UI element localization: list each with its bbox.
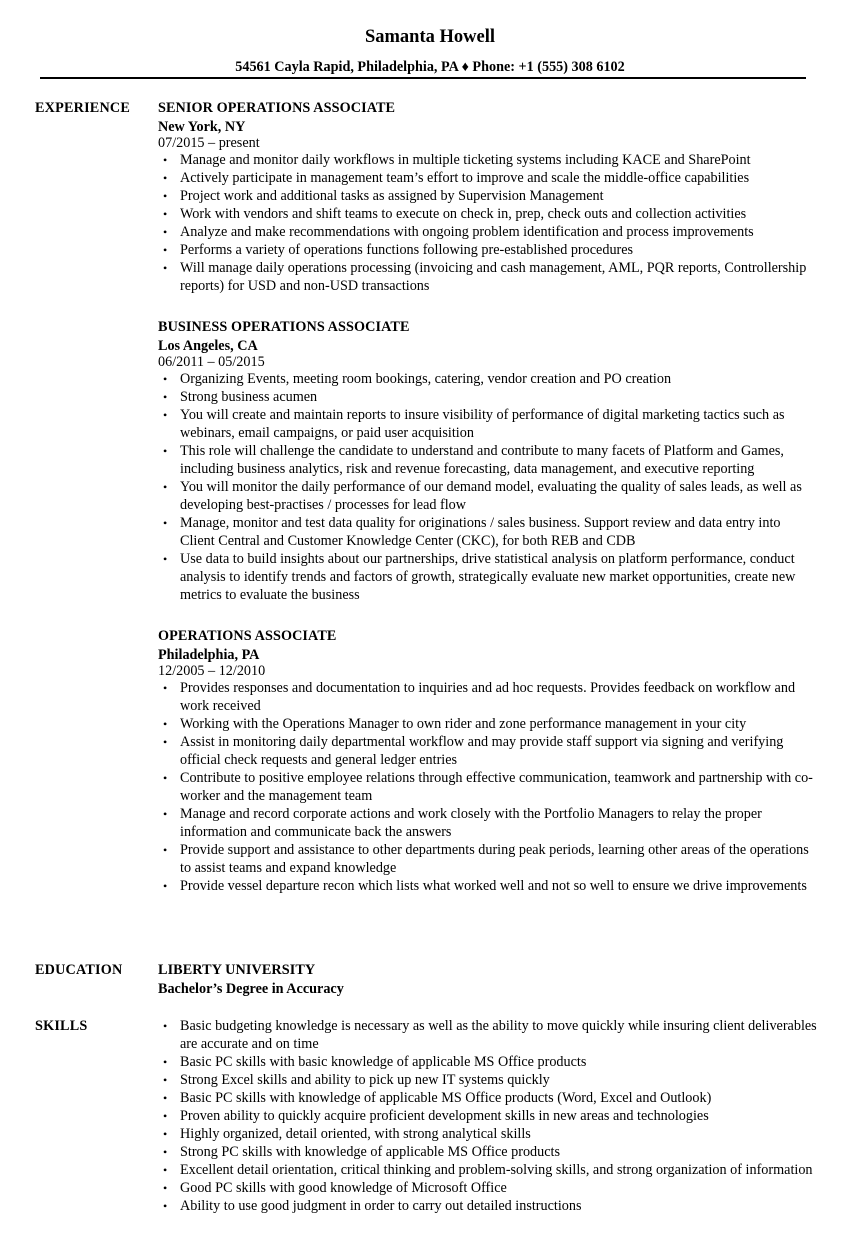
list-item [158,478,818,514]
bullet-icon: • [163,807,168,821]
bullet-icon: • [163,717,168,731]
bullet-icon: • [163,408,168,422]
bullet-text: Basic budgeting knowledge is necessary as well as the ability to move quickly while insuring client deliverables are accurate and on time [180,1018,817,1052]
job-dates: 12/2005 – 12/2010 [158,663,266,679]
bullet-text: Provide vessel departure recon which lists what worked well and not so well to ensure we drive improvements [180,878,807,894]
bullet-text: Basic PC skills with basic knowledge of applicable MS Office products [180,1054,587,1070]
job-dates: 06/2011 – 05/2015 [158,354,265,370]
list-item [158,151,818,169]
job-entry [158,318,818,604]
list-item [158,877,818,895]
job-entry [158,627,818,895]
list-item [158,769,818,805]
list-item [158,1071,818,1089]
list-item [158,679,818,715]
list-item [158,259,818,295]
bullet-text: You will create and maintain reports to insure visibility of performance of digital marketing tactics such as webinars, email campaigns, or paid user acquisition [180,407,785,441]
bullet-text: Basic PC skills with knowledge of applicable MS Office products (Word, Excel and Outlook) [180,1090,712,1106]
bullet-icon: • [163,153,168,167]
candidate-name: Samanta Howell [364,27,495,47]
bullet-text: Strong PC skills with knowledge of applicable MS Office products [180,1144,561,1160]
list-item [158,1161,818,1179]
job-title: SENIOR OPERATIONS ASSOCIATE [158,100,396,116]
bullet-icon: • [163,1181,168,1195]
bullet-icon: • [163,1073,168,1087]
bullet-icon: • [163,1199,168,1213]
job-bullets [158,370,818,604]
bullet-text: Highly organized, detail oriented, with strong analytical skills [180,1126,531,1142]
bullet-icon: • [163,225,168,239]
degree: Bachelor’s Degree in Accuracy [158,981,344,997]
bullet-text: This role will challenge the candidate to understand and contribute to many facets of Platform and Games, including business analytics, risk and revenue forecasting, data management, and executive reporting [180,443,784,477]
bullet-text: Manage and record corporate actions and work closely with the Portfolio Managers to relay the proper information and communicate back the answers [180,806,762,840]
bullet-icon: • [163,552,168,566]
section-title-education: EDUCATION [35,962,123,978]
list-item [158,370,818,388]
skills-bullets [158,1017,818,1215]
job-title: OPERATIONS ASSOCIATE [158,628,337,644]
list-item [158,841,818,877]
list-item [158,223,818,241]
list-item [158,1053,818,1071]
bullet-icon: • [163,390,168,404]
job-bullets [158,679,818,895]
bullet-text: Proven ability to quickly acquire proficient development skills in new areas and technologies [180,1108,709,1124]
bullet-icon: • [163,171,168,185]
bullet-icon: • [163,516,168,530]
bullet-icon: • [163,207,168,221]
list-item [158,442,818,478]
list-item [158,1089,818,1107]
list-item [158,1197,818,1215]
list-item [158,1017,818,1053]
bullet-icon: • [163,1163,168,1177]
bullet-text: Provide support and assistance to other departments during peak periods, learning other areas of the operations to assist teams and expand knowledge [180,842,809,876]
header-divider [40,77,806,79]
bullet-text: Strong Excel skills and ability to pick up new IT systems quickly [180,1072,550,1088]
list-item [158,805,818,841]
bullet-icon: • [163,735,168,749]
bullet-icon: • [163,1127,168,1141]
list-item [158,1179,818,1197]
job-location: Los Angeles, CA [158,338,258,354]
bullet-text: Actively participate in management team’s effort to improve and scale the middle-office capabilities [180,170,750,186]
bullet-text: Organizing Events, meeting room bookings, catering, vendor creation and PO creation [180,371,672,387]
bullet-text: Will manage daily operations processing (invoicing and cash management, AML, PQR reports, Controllership reports) for USD and non-USD transactions [180,260,807,294]
bullet-text: Project work and additional tasks as assigned by Supervision Management [180,188,604,204]
bullet-text: Strong business acumen [180,389,318,405]
bullet-icon: • [163,681,168,695]
bullet-text: Manage and monitor daily workflows in multiple ticketing systems including KACE and SharePoint [180,152,751,168]
bullet-text: Manage, monitor and test data quality for originations / sales business. Support review and data entry into Client Central and Customer Knowledge Center (CKC), for both REB and CDB [180,515,781,549]
list-item [158,514,818,550]
skills-list [158,1017,818,1215]
list-item [158,205,818,223]
bullet-icon: • [163,1091,168,1105]
contact-line: 54561 Cayla Rapid, Philadelphia, PA ♦ Phone: +1 (555) 308 6102 [235,59,625,75]
bullet-text: Use data to build insights about our partnerships, drive statistical analysis on platform performance, conduct analysis to identify trends and factors of growth, strategically evaluate new market opportunities, create new metrics to evaluate the business [180,551,796,603]
job-entry [158,99,818,295]
bullet-icon: • [163,1055,168,1069]
bullet-icon: • [163,243,168,257]
job-dates: 07/2015 – present [158,135,260,151]
bullet-icon: • [163,372,168,386]
job-bullets [158,151,818,295]
bullet-text: Provides responses and documentation to inquiries and ad hoc requests. Provides feedback on workflow and work received [180,680,796,714]
bullet-text: Analyze and make recommendations with ongoing problem identification and process improvements [180,224,754,240]
bullet-text: Ability to use good judgment in order to carry out detailed instructions [180,1198,582,1214]
section-title-skills: SKILLS [35,1018,88,1034]
bullet-icon: • [163,771,168,785]
list-item [158,241,818,259]
list-item [158,550,818,604]
list-item [158,187,818,205]
bullet-icon: • [163,1109,168,1123]
list-item [158,733,818,769]
school-name: LIBERTY UNIVERSITY [158,962,316,978]
bullet-icon: • [163,1019,168,1033]
bullet-icon: • [163,1145,168,1159]
list-item [158,1107,818,1125]
bullet-icon: • [163,444,168,458]
education-entry [158,961,818,997]
bullet-text: Assist in monitoring daily departmental workflow and may provide staff support via signing and verifying official check requests and general ledger entries [180,734,784,768]
bullet-text: Working with the Operations Manager to own rider and zone performance management in your city [180,716,747,732]
bullet-icon: • [163,843,168,857]
job-title: BUSINESS OPERATIONS ASSOCIATE [158,319,410,335]
bullet-text: Contribute to positive employee relations through effective communication, teamwork and partnership with co-worker and the management team [180,770,813,804]
bullet-text: Performs a variety of operations functions following pre-established procedures [180,242,634,258]
list-item [158,406,818,442]
bullet-text: Work with vendors and shift teams to execute on check in, prep, check outs and collection activities [180,206,747,222]
bullet-icon: • [163,879,168,893]
bullet-text: Excellent detail orientation, critical thinking and problem-solving skills, and strong organization of information [180,1162,813,1178]
bullet-text: You will monitor the daily performance of our demand model, evaluating the quality of sales leads, as well as developing best-practises / processes for lead flow [180,479,802,513]
list-item [158,1125,818,1143]
list-item [158,715,818,733]
job-location: New York, NY [158,119,246,135]
bullet-icon: • [163,189,168,203]
section-title-experience: EXPERIENCE [35,100,131,116]
list-item [158,388,818,406]
bullet-icon: • [163,480,168,494]
list-item [158,1143,818,1161]
bullet-text: Good PC skills with good knowledge of Microsoft Office [180,1180,507,1196]
job-location: Philadelphia, PA [158,647,260,663]
bullet-icon: • [163,261,168,275]
experience-list [158,99,818,918]
list-item [158,169,818,187]
